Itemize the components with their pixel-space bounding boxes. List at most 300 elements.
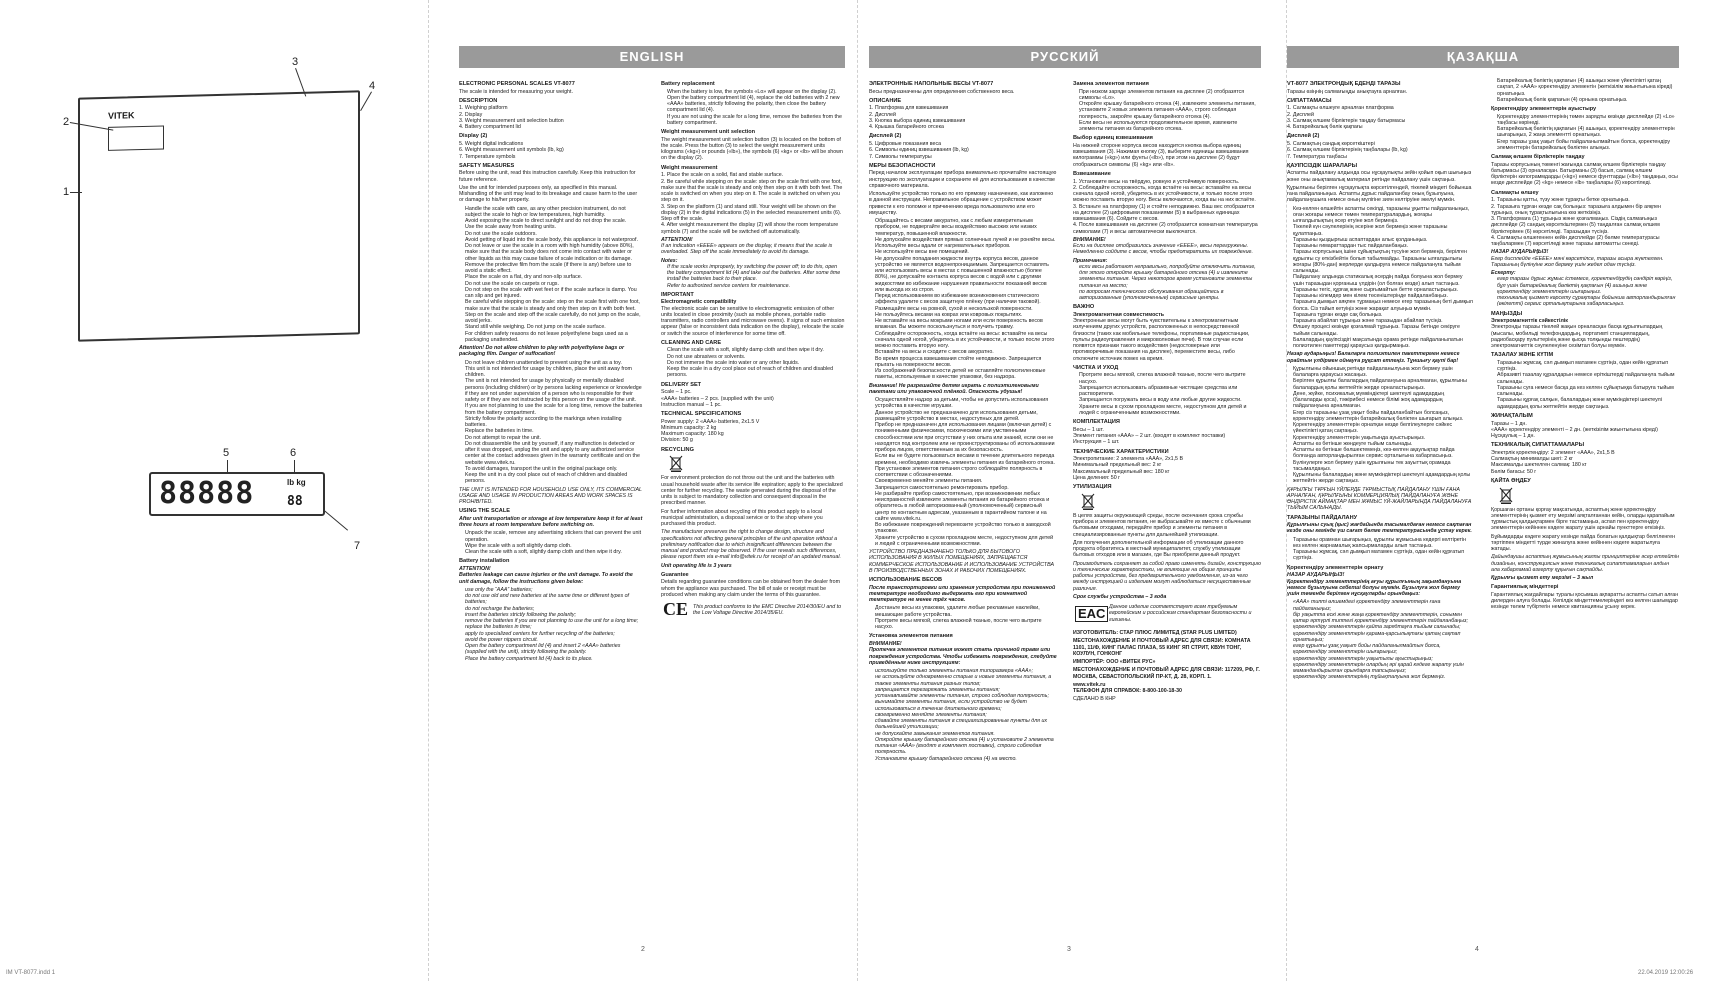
- eac-mark-icon: EAC: [1075, 606, 1108, 622]
- battery-list: [869, 668, 1057, 762]
- list-item: Minimum capacity: 2 kg: [661, 424, 717, 431]
- intro: Таразы өзіңнің салмағыңды анықтауға арналған.: [1287, 88, 1408, 95]
- list-item: 7. Температура таңбасы: [1287, 153, 1347, 160]
- list-item: • Откройте крышку батарейного отсека (4), извлеките элементы питания, установите 2 новых элемента питания «AAA», строго соблюдая полярность, закройте крышку батарейного отсека (4).: [1079, 101, 1261, 120]
- list-item: • Тікелей күн сәулелерінің әсеріне жол бермеңіз және таразыны құлатпаңыз.: [1293, 224, 1473, 237]
- list-item: • не допускайте замыкания элементов питания.: [875, 731, 1057, 737]
- lcd-digits: 88888: [159, 476, 255, 511]
- paragraph: Before using the unit, read this instruction carefully. Keep this instruction for future reference.: [459, 170, 636, 183]
- list-item: • replace the batteries in time;: [465, 624, 643, 630]
- list-item: • Данное устройство не предназначено для использования детьми, размещайте устройство в местах, недоступных для детей.: [875, 410, 1057, 423]
- list-item: • қоректендіру элементтерін қайта зарядтауға тыйым салынады;: [1293, 624, 1473, 630]
- list-item: • Откройте крышку батарейного отсека (4) и установите 2 элемента питания «AAA» (входят в комплект поставки), строго соблюдая полярность.: [875, 737, 1057, 756]
- battery-list: [459, 587, 643, 662]
- list-item: • Размещайте весы на ровной, сухой и нескользкой поверхности.: [875, 306, 1057, 312]
- paragraph: If an indication «EEEE» appears on the display, it means that the scale is overloaded. Step off the scale immediately to avoid its damage.: [661, 243, 833, 256]
- list-item: • To avoid damages, transport the unit in the original package only.: [465, 466, 643, 472]
- list-item: • Таразыны орамнан шығарыңыз, құрылғы жұмысына кедергі келтіретін кез келген жарнамалық жапсырмаларды алып тастаңыз.: [1293, 537, 1473, 550]
- paragraph: Если на дисплее отобразилось значение «EEEE», весы перегружены. Немедленно сойдите с весов, чтобы предотвратить их повреждение.: [1073, 243, 1253, 256]
- section-heading: Қоректендіру элементтерін ауыстыру: [1491, 106, 1597, 112]
- list-item: • сдавайте элементы питания в специализированные пункты для их дальнейшей утилизации;: [875, 718, 1057, 731]
- safety-list-2: [869, 397, 1057, 547]
- list-item: • Strictly follow the polarity according to the markings when installing batteries.: [465, 416, 643, 429]
- list-item: • Если весы не используются продолжительное время, извлеките элементы питания из батарейного отсека.: [1079, 120, 1261, 133]
- subheading: Электромагниттік сәйкестілік: [1491, 318, 1568, 325]
- list-item: • Таразыны жұмсақ, сәл дымқыл матамен сүртіңіз, одан кейін құрғатып сүртіңіз.: [1293, 549, 1473, 562]
- list-item: 7. Temperature symbols: [459, 153, 516, 160]
- section-heading: МАҢЫЗДЫ: [1491, 310, 1523, 317]
- list-item: • Таразыны ғимараттардан тыс пайдаланбаңыз.: [1293, 243, 1473, 249]
- paragraph: For further information about recycling of this product apply to a local municipal administration, a disposal service or to the shop where you purchased this product.: [661, 508, 823, 527]
- list-item: Maximum capacity: 180 kg: [661, 431, 724, 438]
- section-heading: Взвешивание: [1073, 170, 1111, 177]
- safety-list: [869, 218, 1057, 381]
- list-item: • Прибор не предназначен для использования лицами (включая детей) с пониженными физическими, психическими или умственными способностями или при отсутствии у них опыта или знаний, если они не находятся под контролем или не проинструктированы об использовании прибора лицом, ответственным за их безопасность.: [875, 422, 1057, 453]
- list-item: • Егер таразы ұзақ уақыт бойы пайдаланылмайтын болса, қоректендіру элементтерін батарейкалық бөліктен алыңыз.: [1497, 139, 1679, 152]
- list-item: • Be careful while stepping on the scale: step on the scale first with one foot, make sure that the scale is steady and only then step on it with both feet.: [465, 299, 643, 312]
- paragraph: Перед началом эксплуатации прибора внимательно прочитайте настоящую инструкцию по эксплуатации и сохраните её для использования в качестве справочного материала.: [869, 170, 1057, 189]
- list-item: • If you are not using the scale for a long time, remove the batteries from the battery compartment.: [667, 114, 845, 127]
- replacement-list: [1073, 89, 1261, 133]
- list-item: 3. Встаньте на платформу (1) и стойте неподвижно. Ваш вес отобразится на дисплее (2) цифровыми показаниями (5) в выбранных единицах взвешивания (6). Сойдите с весов.: [1073, 203, 1255, 223]
- callout-6: 6: [290, 447, 297, 459]
- paragraph: Электронды таразы тікелей жақын орналасқан басқа құрылғылардың (мысалы, мобильді телефондардың, портативті станциялардың, радиобасқару пульттерінің және қысқа толқынды пештердің) электромагниттік сәулеленуіне сезімтал болуы мүмкін.: [1491, 324, 1663, 350]
- paragraph: Құрылғыны суық (қыс) жағдайында тасымалдаған немесе сақтаған кезде оны кемінде үш сағат бөлме температурасында ұстау керек.: [1287, 522, 1472, 535]
- list-item: • Clean the scale with a soft, slightly damp cloth and then wipe it dry.: [465, 549, 643, 555]
- paragraph: Таразы корпусының төменгі жағында салмақ өлшем бірліктерін таңдау батырмасы (3) орналасқан. Батырманы (3) басып, салмақ өлшем бірліктерін килограммдарды («kg») немесе фунттарды («lb») таңдаңыз, осы кезде дисплейде (2) «kg» немесе «lb» таңбалары (6) көрсетіледі.: [1491, 161, 1678, 187]
- callout-2: 2: [63, 116, 70, 128]
- list-item: • Keep the scale in a dry cool place out of reach of children and disabled persons.: [667, 366, 845, 379]
- list-item: 6. Салмақ өлшем бірліктерінің таңбалары (lb, kg): [1287, 147, 1408, 154]
- section-heading: ТЕХНИЧЕСКИЕ ХАРАКТЕРИСТИКИ: [1073, 448, 1169, 455]
- list-item: • Кез-келген өлшейтін аспапты секілді, таразыны ұқыпты пайдаланыңыз, оған жоғары немесе төмен температуралардың, жоғары ылғалдылықтың әсер етуіне жол бермеңіз.: [1293, 206, 1473, 225]
- brand-logo: VITEK: [108, 110, 135, 121]
- section-heading: Установка элементов питания: [869, 633, 953, 640]
- list-item: • Аспапты өз бетінше жөндеуге тыйым салынады.: [1293, 441, 1473, 447]
- list-item: • Таразыға тұрған кезде сақ болыңыз.: [1293, 312, 1473, 318]
- made-in: СДЕЛАНО В КНР: [1073, 696, 1116, 703]
- attention-label: НАЗАР АУДАРЫҢЫЗ!: [1287, 572, 1345, 579]
- list-item: • Use the scale away from heating units.: [465, 224, 643, 230]
- eac-text: Данное изделие соответствует всем требуемым европейским и российским стандартам безопасности и гигиены.: [1109, 604, 1252, 623]
- section-heading: ЧИСТКА И УХОД: [1073, 364, 1119, 371]
- title: VT-8077 ЭЛЕКТРОНДЫҚ ЕДЕНДІ ТАРАЗЫ: [1287, 81, 1401, 87]
- list-item: • Установите крышку батарейного отсека (4) на место.: [875, 756, 1057, 762]
- list-item: Минимальный предельный вес: 2 кг: [1073, 462, 1162, 469]
- kazakh-column-2: [1491, 78, 1679, 958]
- safety-list-2: [459, 360, 643, 485]
- callout-line: [360, 92, 372, 112]
- list-item: • Place the battery compartment lid (4) back to its place.: [465, 656, 643, 662]
- notes-label: Ескерту:: [1491, 270, 1516, 277]
- intro: The scale is intended for measuring your weight.: [459, 88, 573, 95]
- list-item: • техникалық қызмет көрсету сұрақтары бойынша авторландырылған (өкілетті) сервис орталықтарына хабарласыңыз.: [1497, 295, 1679, 308]
- list-item: • Во избежание повреждений перевозите устройство только в заводской упаковке.: [875, 522, 1057, 535]
- print-slug-right: 22.04.2019 12:00:26: [1638, 970, 1694, 976]
- list-item: • If the scale works improperly, try switching the power off; to do this, open the battery compartment lid (4) and take out the batteries. After some time install the batteries back to their place.: [667, 264, 845, 283]
- recycle-bin-icon: [1499, 487, 1513, 504]
- section-heading: УТИЛИЗАЦИЯ: [1073, 484, 1112, 491]
- paragraph: After unit transportation or storage at low temperature keep it for at least three hours at room temperature before switching on.: [459, 515, 643, 529]
- household-note: УСТРОЙСТВО ПРЕДНАЗНАЧЕНО ТОЛЬКО ДЛЯ БЫТОВОГО ИСПОЛЬЗОВАНИЯ В ЖИЛЫХ ПОМЕЩЕНИЯХ, ЗАПРЕЩАЕТСЯ КОММЕРЧЕСКОЕ ИСПОЛЬЗОВАНИЕ И ИСПОЛЬЗОВАНИЕ УСТРОЙСТВА В ПРОИЗВОДСТВЕННЫХ ЗОНАХ И РАБОЧИХ ПОМЕЩЕНИЯХ.: [869, 549, 1055, 574]
- section-heading: Қоректендіру элементтерін орнату: [1287, 564, 1384, 571]
- list-item: • Не разбирайте прибор самостоятельно, при возникновении любых неисправностей извлеките элементы питания из батарейного отсека и обратитесь в любой авторизованный (уполномоченный) сервисный центр по контактным адресам, указанным в гарантийном талоне и на сайте www.vitek.ru.: [875, 491, 1057, 522]
- list-item: 1. Place the scale on a solid, flat and stable surface.: [661, 172, 784, 179]
- list-item: • При низком заряде элементов питания на дисплее (2) отобразятся символы «Lo».: [1079, 89, 1261, 102]
- callout-1: 1: [63, 186, 70, 198]
- title: ЭЛЕКТРОННЫЕ НАПОЛЬНЫЕ ВЕСЫ VT-8077: [869, 81, 994, 87]
- list-item: • insert the batteries strictly following the polarity;: [465, 612, 643, 618]
- paragraph: Для получения дополнительной информации об утилизации данного продукта обратитесь в местный муниципалитет, службу утилизации бытовых отходов или в магазин, где Вы приобрели данный продукт.: [1073, 539, 1244, 559]
- list-item: Максимальный предельный вес: 180 кг: [1073, 468, 1170, 475]
- list-item: 1. Weighing platform: [459, 105, 508, 112]
- list-item: • use only the “AAA” batteries;: [465, 587, 643, 593]
- list-item: • Place the scale on a flat, dry and non-slip surface.: [465, 274, 643, 280]
- kazakh-column-1: [1287, 78, 1473, 958]
- list-item: 2. Be careful while stepping on the scale: step on the scale first with one foot, make sure that the scale is steady and only then step on it with both feet. The scale is switched on when you step on it. The scale is switched on when you step on it.: [661, 178, 843, 204]
- notes-label: Примечания:: [1073, 257, 1108, 264]
- paragraph: Details regarding guarantee conditions can be obtained from the dealer from whom the appliance was purchased. The bill of sale or receipt must be produced when making any claim under the terms of this guarantee.: [661, 579, 841, 598]
- list-item: 3. Салмақ өлшем бірліктерін таңдау батырмасы: [1287, 117, 1406, 124]
- paragraph: Егер дисплейде «EEEE» мәні көрсетілсе, таразы асыра жүктелген. Таразының бүлінуіне жол бермеу үшін жедел одан түсіңіз.: [1491, 255, 1664, 268]
- section-heading: КОМПЛЕКТАЦИЯ: [1073, 419, 1120, 426]
- callout-5: 5: [223, 447, 230, 459]
- list-item: Весы – 1 шт.: [1073, 426, 1104, 433]
- list-item: • Қоректендіру элементтерін уақытында ауыстырыңыз.: [1293, 435, 1473, 441]
- russian-column-1: [869, 78, 1057, 958]
- page-number: 3: [1067, 946, 1071, 953]
- list-item: • не используйте одновременно старые и новые элементы питания, а также элементы питания разных типов;: [875, 674, 1057, 687]
- list-item: Цена деления: 50 г: [1073, 474, 1121, 481]
- list-item: • For children safety reasons do not leave polyethylene bags used as a packaging unattended.: [465, 331, 643, 344]
- list-item: • Refer to authorized service centers for maintenance.: [667, 283, 845, 289]
- list-item: • Do not use abrasives or solvents.: [667, 354, 845, 360]
- list-item: • Құрылғыны балалардың және мүмкіндіктері шектеулі адамдардың қолы жетпейтін жерде сақтаңыз.: [1293, 472, 1473, 485]
- attention-label: ВНИМАНИЕ!: [869, 641, 902, 648]
- list-item: • Open the battery compartment lid (4) and insert 2 «AAA» batteries (supplied with the unit), strictly following the polarity.: [465, 643, 643, 656]
- list-item: • Do not use the scale on carpets or rugs.: [465, 281, 643, 287]
- list-item: • Step on the scale and step off the scale carefully, do not jump on the scale, avoid jerks.: [465, 312, 643, 325]
- paragraph: В целях защиты окружающей среды, после окончания срока службы прибора и элементов питания, не выбрасывайте их вместе с обычными бытовыми отходами, передайте прибор и элементы питания в специализированные пункты для дальнейшей утилизации.: [1073, 512, 1251, 538]
- list-item: Бөлім бағасы: 50 г: [1491, 468, 1537, 475]
- section-heading: Дисплей (2): [869, 133, 902, 140]
- list-item: • Wipe the scale with a soft slightly damp cloth.: [465, 543, 643, 549]
- list-item: • Таразыны тегіс, құрғақ және сырғымайтын бетте орналастырыңыз.: [1293, 287, 1473, 293]
- website-link[interactable]: www.vitek.ru: [1073, 681, 1106, 688]
- title: ELECTRONIC PERSONAL SCALES VT-8077: [459, 81, 575, 87]
- paragraph: Используйте устройство только по его прямому назначению, как изложено в данной инструкции. Неправильное обращение с устройством может привести к его поломке и причинению вреда пользователю или его имуществу.: [869, 191, 1054, 216]
- paragraph: Протечка элементов питания может стать причиной травм или повреждения устройства. Чтобы избежать повреждения, следуйте приведённым ниже инструкциям:: [869, 647, 1057, 666]
- print-slug-left: IM VT-8077.indd 1: [6, 970, 56, 976]
- list-item: • Запрещается самостоятельно ремонтировать прибор.: [875, 485, 1057, 491]
- list-item: • Пайдалану алдында статикалық әсердің пайда болуына жол бермеу үшін таразыдан қорғаныш үлдірін (ол болған кезде) алып тастаңыз.: [1293, 274, 1473, 287]
- eac-block: [1073, 604, 1261, 626]
- paragraph: Электронные весы могут быть чувствительны к электромагнитным излучениям других устройств, расположенных в непосредственной близости (таких как мобильные телефоны, портативные радиостанции, пульты радиоуправления и микроволновые печи). В том случае если появятся признаки такого воздействия (недостоверные или противоречивые показания на дисплее), переместите весы, либо отключите источник помех на время.: [1073, 318, 1250, 362]
- list-item: «AAA» қоректендіру элементі – 2 дн. (жеткізілім жиынтығына кіреді): [1491, 426, 1658, 433]
- lcd-temperature: 88: [287, 494, 303, 509]
- list-item: • При установке элементов питания строго соблюдайте полярность в соответствии с обозначениями.: [875, 466, 1057, 479]
- scale-display-window: [108, 125, 164, 150]
- english-column-1: [459, 78, 643, 958]
- list-item: • Вставайте на весы и сходите с весов аккуратно.: [875, 349, 1057, 355]
- list-item: • Перед использованием во избежание возникновения статического эффекта удалите с весов защитную плёнку (при наличии таковой).: [875, 293, 1057, 306]
- paragraph: The manufacturer preserves the right to change design, structure and specifications not affecting general principles of the unit operation without a preliminary notification due to which insignificant differences between the manual and product may be observed. If the user reveals such differences, please report them via e-mail info@vitek.ru for receipt of an updated manual.: [661, 529, 841, 561]
- attention-note: Attention! Do not allow children to play with polyethylene bags or packaging film. Danger of suffocation!: [459, 345, 625, 358]
- list-item: • своевременно меняйте элементы питания;: [875, 712, 1057, 718]
- section-heading: Display (2): [459, 133, 488, 140]
- section-heading: ТАРАЗЫНЫ ПАЙДАЛАНУ: [1287, 514, 1358, 521]
- cleaning-list: [1073, 372, 1261, 416]
- list-item: • If you are not planning to use the scale for a long time, remove the batteries from the battery compartment.: [465, 403, 643, 416]
- list-item: • Құрылғыны ойыншық ретінде пайдаланылуына жол бермеу үшін балаларға қараусыз жасаңыз.: [1293, 366, 1473, 379]
- ce-mark-icon: CE: [663, 599, 689, 620]
- list-item: • Обращайтесь с весами аккуратно, как с любым измерительным прибором, не подвергайте весы воздействию высоких или низких температур, повышенной влажности.: [875, 218, 1057, 237]
- list-item: • Из соображений безопасности детей не оставляйте полиэтиленовые пакеты, используемые в качестве упаковки, без надзора.: [875, 368, 1057, 381]
- list-item: • Аспапты өз бетінше бөлшектемеңіз, кез-келген ақаулықтар пайда болғанда авторландырылған сервис орталығына хабарласыңыз.: [1293, 447, 1473, 460]
- paragraph: Қоректендіру элементтерінің ағуы құрылғының зақымдануына немесе бұзылуына себепші болуы мүмкін. Бұзылуға жол бермеу үшін төменде берілген нұсқауларды орындаңыз:: [1287, 578, 1462, 598]
- list-item: 3. Платформаға (1) тұрыңыз және қозғалмаңыз. Сіздің салмағыңыз дисплейде (2) сандық көрсеткіштермен (5) таңдалған салмақ өлшем бірліктерімен (6) көрсетіледі. Таразыдан түсіңіз.: [1491, 216, 1660, 235]
- list-item: • Do not immerse the scale into water or any other liquids.: [667, 360, 845, 366]
- household-note: ҚҰРЫЛҒЫ ТҰРҒЫН ҮЙЛЕРДЕ ТҰРМЫСТЫҚ ПАЙДАЛАНУ ҮШІН ҒАНА АРНАЛҒАН, ҚҰРЫЛҒЫНЫ КОММЕРЦИЯЛЫҚ ПАЙДАЛАНУҒА ЖӘНЕ ӨНДІРІСТІК АЙМАҚТАР МЕН ЖҰМЫС ҮЙ-ЖАЙЛАРЫНДА ПАЙДАЛАНУҒА ТЫЙЫМ САЛЫНАДЫ.: [1287, 486, 1472, 512]
- list-item: • Таразыны суға немесе басқа да кез келген сұйықтыққа батыруға тыйым салынады.: [1497, 385, 1679, 398]
- list-item: «AAA» batteries – 2 pcs. (supplied with the unit): [661, 395, 774, 402]
- section-heading: ТЕХНИКАЛЫҚ СИПАТТАМАЛАРЫ: [1491, 442, 1585, 449]
- cleaning-list: [1491, 360, 1679, 410]
- list-item: • Do not attempt to repair the unit.: [465, 435, 643, 441]
- section-heading: ЖИНАҚТАЛЫМ: [1491, 412, 1533, 419]
- list-item: • Таразы корпусының ішіне сұйықтықтың түсуіне жол бермеңіз, берілген құрылғы су өткізбейтін болып табылмайды. Таразыны ылғалдылығы жоғары (80%-дан) жерлерде қалдыруға немесе пайдалануға тыйым салынады.: [1293, 249, 1473, 274]
- list-item: • avoid the power nippers circuit.: [465, 637, 643, 643]
- list-item: Division: 50 g: [661, 437, 693, 444]
- using-list: [1287, 537, 1473, 562]
- paragraph: For environment protection do not throw out the unit and the batteries with usual household waste after its service life expiration; apply to the specialized center for further recycling. The waste generated during the disposal of the units is subject to mandatory collection and consequent disposal in the prescribed manner.: [661, 475, 843, 507]
- section-heading: ТАЗАЛАУ ЖӘНЕ КҮТІМ: [1491, 352, 1554, 359]
- section-heading: ҚАЙТА ӨҢДЕУ: [1491, 477, 1531, 484]
- phone: ТЕЛЕФОН ДЛЯ СПРАВОК: 8-800-100-18-30: [1073, 688, 1182, 694]
- list-item: • Осуществляйте надзор за детьми, чтобы не допустить использования устройства в качестве игрушки.: [875, 397, 1057, 410]
- list-item: • егер құрылғы ұзақ уақыт бойы пайдаланылмайтын болса, қоректендіру элементтерін шығарыңыз;: [1293, 643, 1473, 656]
- list-item: 3. Weight measurement unit selection button: [459, 117, 564, 124]
- section-heading: Weight measurement: [661, 164, 718, 171]
- operating-life: Unit operating life is 3 years: [661, 562, 732, 569]
- list-item: • Своевременно меняйте элементы питания.: [875, 478, 1057, 484]
- lcd-unit-symbols: lb kg: [287, 478, 306, 487]
- list-item: • Батарейкалық бөліктің қақпағын (4) ашыңыз, қоректендіру элементтерін шығарыңыз, 2 жаңа элементті орнатыңыз.: [1497, 126, 1679, 139]
- list-item: 1. Платформа для взвешивания: [869, 105, 949, 112]
- notes-label: Notes:: [661, 257, 678, 264]
- list-item: • Avoid exposing the scale to direct sunlight and do not drop the scale.: [465, 218, 643, 224]
- importer: ИМПОРТЁР: ООО «ВИТЕК РУС»: [1073, 659, 1156, 665]
- english-column-2: [661, 78, 845, 958]
- ce-text: This product conforms to the EMC Directive 2014/30/EU and to the Low Voltage Directive 2014/35/EU.: [693, 604, 842, 617]
- list-item: • Балалардың қауіпсіздігі мақсатында орама ретінде пайдаланылатын полиэтилен пакеттерді қараусыз қалдырмаңыз.: [1293, 337, 1473, 350]
- list-item: • по вопросам технического обслуживания обращайтесь в авторизованные (уполномоченные) сервисные центры.: [1079, 289, 1261, 302]
- list-item: • устанавливайте элементы питания, строго соблюдая полярность;: [875, 693, 1057, 699]
- section-heading: Battery installation: [459, 558, 510, 565]
- list-item: • Unpack the scale, remove any advertising stickers that can prevent the unit operation.: [465, 530, 643, 543]
- section-heading: Battery replacement: [661, 81, 715, 87]
- attention-label: ATTENTION!: [661, 236, 693, 243]
- recycle-bin-icon: [669, 455, 683, 472]
- list-item: • запрещается перезаряжать элементы питания;: [875, 687, 1057, 693]
- list-item: • Avoid getting of liquid into the scale body, this appliance is not waterproof. Do not leave or use the scale in a room with high humidity (above 80%), make sure that the scale body does not come into contact with water or other liquids as this may cause failure of scale indication or its damage.: [465, 237, 643, 262]
- replacement-list: [1491, 114, 1679, 152]
- list-item: Салмақтың минималды шегі: 2 кг: [1491, 456, 1573, 463]
- callout-4: 4: [369, 80, 376, 92]
- section-heading: IMPORTANT: [661, 291, 694, 298]
- section-heading: ИСПОЛЬЗОВАНИЕ ВЕСОВ: [869, 577, 943, 584]
- list-item: • Таразыға дымқыл аяқпен тұрмаңыз немесе егер таразының беті дымқыл болса. Сіз тайып кетуіңіз және жарақат алуыңыз мүмкін.: [1293, 299, 1473, 312]
- section-heading: ҚАУІПСІЗДІК ШАРАЛАРЫ: [1287, 162, 1358, 169]
- attention-label: ВНИМАНИЕ!: [1073, 236, 1106, 243]
- paragraph: The weight measurement unit selection button (3) is located on the bottom of the scale. Press the button (3) to select the weight measurement units kilograms («kg») or pounds («lb»), the symbols (6) «kg» or «lb» will be shown on the display (2).: [661, 136, 843, 162]
- list-item: • apply to specialized centers for further recycling of the batteries;: [465, 631, 643, 637]
- list-item: • если весы работают неправильно, попробуйте отключить питание, для этого откройте крышку батарейного отсека (4) и извлеките элементы питания. Через некоторое время установите элементы питания на место;: [1079, 264, 1261, 289]
- list-item: 3. Кнопка выбора единиц взвешивания: [869, 117, 966, 124]
- list-item: • The unit is not intended for usage by physically or mentally disabled persons (including children) or by persons lacking experience or knowledge if they are not under supervision of a person who is responsible for their safety or if they are not instructed by this person on the usage of the unit.: [465, 378, 643, 403]
- list-item: 3. Step on the platform (1) and stand still. Your weight will be shown on the display (2) in the digital indications (5) in the selected measurement units (6). Step off the scale.: [661, 203, 842, 223]
- list-item: 4. After weight measurement the display (2) will show the room temperature symbols (7) and the scale will be switched off automatically.: [661, 222, 839, 235]
- list-item: • do not use old and new batteries at the same time or different types of batteries;: [465, 593, 643, 606]
- callout-3: 3: [292, 56, 299, 68]
- list-item: 5. Салмақтың сандық көрсеткіштері: [1287, 141, 1375, 148]
- using-list: [869, 605, 1057, 630]
- list-item: Элемент питания «AAA» – 2 шт. (входят в комплект поставки): [1073, 433, 1226, 440]
- list-item: • қоректендіру элементтерін қарама-қарсылықтағы қатаң сақтап орнатыңыз;: [1293, 631, 1473, 644]
- list-item: 1. Установите весы на твёрдую, ровную и устойчивую поверхность.: [1073, 178, 1240, 185]
- list-item: • Do not leave children unattended to prevent using the unit as a toy.: [465, 360, 643, 366]
- list-item: • Берілген құрылғы балалардың пайдалануына арналмаған, құрылғыны балалардың қолы жетпейтін жерде орналастырыңыз.: [1293, 378, 1473, 391]
- lcd-display-drawing: [149, 472, 325, 516]
- section-heading: CLEANING AND CARE: [661, 339, 722, 346]
- list-item: • егер таразы дұрыс жұмыс істемесе, қоректендірудің сөндіріп көріңіз, бұл үшін батарейкалық бөліктің қақпағын (4) ашыңыз және қоректендіру элементтерін шығарыңыз.: [1497, 276, 1679, 295]
- list-item: 6. Weight measurement unit symbols (lb, kg): [459, 147, 564, 154]
- list-item: • Используйте весы вдали от нагревательных приборов.: [875, 243, 1057, 249]
- list-item: • Remove the protective film from the scale (if there is any) before use to avoid a static effect.: [465, 262, 643, 275]
- list-item: • қоректендіру элементтерін олардың әрі қарай кәдеге жарату үшін мамандандырылған орындарға тапсырыңыз;: [1293, 662, 1473, 675]
- battery-list-continued: [1491, 78, 1679, 103]
- paragraph: Дайындаушы аспаптың жұмысының жалпы принциптеріне әсер етпейтін дизайнын, конструкциясын және техникалық сипаттамаларын алдын ала хабарламай өзгерту құқығын сақтайды.: [1491, 554, 1679, 573]
- list-item: • Не пользуйтесь весами на коврах или ковровых покрытиях.: [875, 312, 1057, 318]
- list-item: • используйте только элементы питания типоразмера «AAA»;: [875, 668, 1057, 674]
- list-item: • Не допускайте воздействия прямых солнечных лучей и не роняйте весы.: [875, 237, 1057, 243]
- list-item: • Таразыны құрғақ салқын, балалардың және мүмкіндіктері шектеулі адамдардың қолы жетпейтін жерде сақтаңыз.: [1497, 397, 1679, 410]
- list-item: 4. Салмақты өлшегеннен кейін дисплейде (2) бөлме температурасы таңбалармен (7) көрсетіледі және таразы автоматты сөнеді.: [1491, 234, 1660, 248]
- list-item: • Во время процесса взвешивания стойте неподвижно. Запрещается прыгать на поверхности весов.: [875, 356, 1057, 369]
- cleaning-list: [661, 347, 845, 378]
- section-heading: DELIVERY SET: [661, 381, 702, 388]
- attention-label: НАЗАР АУДАРЫҢЫЗ!: [1491, 249, 1549, 256]
- list-item: • Replace the batteries in time.: [465, 428, 643, 434]
- section-heading: RECYCLING: [661, 446, 694, 453]
- list-item: • Бүлінулерге жол бермеу үшін құрылғыны тек зауыттық орамада тасымалдаңыз.: [1293, 460, 1473, 473]
- list-item: Instruction manual – 1 pc.: [661, 401, 722, 408]
- list-item: 2. Дисплей: [869, 111, 896, 118]
- list-item: • Таразыны кілемдер мен кілем төсеніштерінде пайдаланбаңыз.: [1293, 293, 1473, 299]
- list-item: • Батарейкалық бөлік қақпағын (4) орнына орнатыңыз.: [1497, 97, 1679, 103]
- paragraph: Batteries leakage can cause injuries or the unit damage. To avoid the unit damage, follow the instructions given below:: [459, 572, 633, 585]
- section-heading: Замена элементов питания: [1073, 81, 1149, 87]
- page-number: 2: [641, 946, 645, 953]
- kazakh-header: ҚАЗАҚША: [1287, 46, 1679, 68]
- paragraph: Гарантиялық жағдайлары туралы қосымша ақпаратты аспапты сатып алған дилерден алуға болады. Кепілдік міндеттемелеріндегі кез келген шағымдар кезінде төлем түбіртегін немесе квитанцияны ұсыну керек.: [1491, 591, 1679, 611]
- list-item: • қоректендіру элементтерін уақытылы ауыстырыңыз;: [1293, 656, 1473, 662]
- list-item: • Запрещается использовать абразивные чистящие средства или растворители.: [1079, 385, 1261, 398]
- list-item: • Clean the scale with a soft, slightly damp cloth and then wipe it dry.: [667, 347, 845, 353]
- paragraph: The electronic scale can be sensitive to electromagnetic emission of other units located in close proximity (such as mobile phones, portable radio transmitters, radio controllers and microwave ovens). If signs of such emission appear (false or inconsistent data indication on the display), relocate the scale or switch the source of interference for some time off.: [661, 305, 845, 337]
- household-note: THE UNIT IS INTENDED FOR HOUSEHOLD USE ONLY, ITS COMMERCIAL USAGE AND USAGE IN PRODUCTION AREAS AND WORK SPACES IS PROHIBITED.: [459, 486, 642, 506]
- russian-header: РУССКИЙ: [869, 46, 1261, 68]
- list-item: • Не вставайте на весы мокрыми ногами или если поверхность весов влажная. Вы можете поскользнуться и получить травму.: [875, 318, 1057, 331]
- list-item: 2. Соблюдайте осторожность, когда встаёте на весы: вставайте на весы сначала одной ногой, убедитесь в их устойчивости, и только после этого можно поставить вторую ногу. Весы включаются, когда вы на них встаёте.: [1073, 184, 1256, 204]
- list-item: • Open the battery compartment lid (4), replace the old batteries with 2 new «AAA» batteries, strictly following the polarity, then close the battery compartment lid (4).: [667, 95, 845, 114]
- section-heading: Guarantee: [661, 571, 689, 578]
- list-item: • Батарейкалық бөліктің қақпағын (4) ашыңыз және үйектілікті қатаң сақтап, 2 «AAA» қоректендіру элементін (жеткізілім жиынтығына кіреді) орнатыңыз.: [1497, 78, 1679, 97]
- section-heading: Выбор единиц взвешивания: [1073, 135, 1153, 142]
- list-item: • Stand still while weighing. Do not jump on the scale surface.: [465, 324, 643, 330]
- paragraph: Бұйымдарды кәдеге жарату кезінде пайда болатын қалдықтар белгіленген тәртіппен міндетті түрде жиналуға және кейіннен кәдеге жаратылуға жатады.: [1491, 533, 1675, 552]
- ce-block: [661, 599, 845, 630]
- list-item: 4. Батарейкалық бөлік қақпағы: [1287, 124, 1363, 131]
- list-item: • Таразыны жұмсақ, сәл дымқыл матамен сүртіңіз, одан кейін құрғатып сүртіңіз.: [1497, 360, 1679, 373]
- list-item: • вынимайте элементы питания, если устройство не будет использоваться в течение длительного времени;: [875, 699, 1057, 712]
- list-item: 4. Крышка батарейного отсека: [869, 124, 945, 131]
- list-item: • When the battery is low, the symbols «Lo» will appear on the display (2).: [667, 89, 845, 95]
- safety-list: [1287, 206, 1473, 350]
- list-item: • Если вы не будете пользоваться весами в течение длительного периода времени, необходимо извлечь элементы питания из батарейного отсека.: [875, 453, 1057, 466]
- section-heading: МЕРЫ БЕЗОПАСНОСТИ: [869, 162, 936, 169]
- list-item: • Handle the scale with care, as any other precision instrument, do not subject the scale to high or low temperatures, high humidity.: [465, 206, 643, 219]
- list-item: 4. Battery compartment lid: [459, 124, 521, 131]
- paragraph: Use the unit for intended purposes only, as specified in this manual. Mishandling of the unit may lead to its breakage and cause harm to the user or damage to his/her property.: [459, 184, 638, 204]
- list-item: • do not recharge the batteries;: [465, 606, 643, 612]
- list-item: • Абразивті тазалау құралдарын немесе еріткіштерді пайдалануға тыйым салынады.: [1497, 372, 1679, 385]
- list-item: • remove the batteries if you are not planning to use the unit for a long time;: [465, 618, 643, 624]
- list-item: Power supply: 2 «AAA» batteries, 2x1.5 V: [661, 418, 760, 425]
- list-item: 1. Таразыны қатты, түзу және тұрақты бетке орнатыңыз.: [1491, 197, 1630, 204]
- list-item: • Не используйте весы вне помещений.: [875, 249, 1057, 255]
- list-item: 2. Display: [459, 111, 483, 118]
- callout-7: 7: [354, 540, 361, 552]
- list-item: 2. Дисплей: [1287, 111, 1314, 118]
- operating-life: Құрылғы қызмет ету мерзімі – 3 жыл: [1491, 575, 1594, 581]
- list-item: Электрлік қоректендіру: 2 элемент «AAA», 2x1,5 В: [1491, 449, 1615, 456]
- importer-address: МЕСТОНАХОЖДЕНИЕ И ПОЧТОВЫЙ АДРЕС ДЛЯ СВЯЗИ: 117209, РФ, Г. МОСКВА, СЕВАСТОПОЛЬСКИЙ ПР-КТ, Д. 28, КОРП. 1.: [1073, 667, 1260, 680]
- battery-list: [1287, 599, 1473, 680]
- list-item: • Егер сіз таразыны ұзақ уақыт бойы пайдаланбайтын болсаңыз, қоректендіру элементтерін батарейкалық бөліктен шығарып алыңыз.: [1293, 410, 1473, 423]
- attention-note: Назар аударыңыз! Балаларға полиэтилен пакеттермен немесе орайтын үлдірмен ойнауға рұқсат етпеңіз. Тұншығу қаупі бар!: [1287, 351, 1460, 364]
- list-item: Нұсқаулық – 1 дн.: [1491, 433, 1535, 440]
- list-item: • Протрите весы мягкой, слегка влажной тканью, после чего вытрите насухо.: [1079, 372, 1261, 385]
- attention-label: ATTENTION!: [459, 566, 491, 573]
- list-item: • Таразыны қыздырғыш аспаптардан алыс қолданыңыз.: [1293, 237, 1473, 243]
- paragraph: Құрылғыны берілген нұсқаулықта көрсетілгендей, тікелей міндеті бойынша ғана пайдаланыңыз. Аспапты дұрыс пайдаланбау оның бұзылуына, пайдаланушыға немесе оның мүлігіне зиян келтіруіне әкелуі мүмкін.: [1287, 184, 1472, 204]
- page-number: 4: [1475, 946, 1479, 953]
- list-item: • Do not use the scale outdoors.: [465, 231, 643, 237]
- section-heading: TECHNICAL SPECIFICATIONS: [661, 411, 742, 418]
- list-item: • Дене, жүйке, психикалық мүмкіндіктері шектеулі адамдардың (балаларды қоса), тәжірибесі немесе білімі жоқ адамдардың пайдалануына арналмаған.: [1293, 391, 1473, 410]
- list-item: Scale – 1 pc.: [661, 389, 692, 396]
- list-item: • «AAA» типті өлшемдегі қоректендіру элементтерін ғана пайдаланыңыз;: [1293, 599, 1473, 612]
- list-item: 7. Символы температуры: [869, 153, 932, 160]
- attention-note: Внимание! Не разрешайте детям играть с полиэтиленовыми пакетами или упаковочной плёнкой. Опасность удушья!: [869, 382, 1039, 395]
- subheading: Электромагнитная совместимость: [1073, 311, 1165, 318]
- notes-list: [1073, 264, 1261, 302]
- section-heading: Дисплей (2): [1287, 133, 1320, 140]
- section-heading: DESCRIPTION: [459, 97, 498, 104]
- section-heading: Weight measurement unit selection: [661, 129, 756, 136]
- list-item: • Таразыға абайлап тұрыңыз және таразыдан абайлап түсіңіз.: [1293, 318, 1473, 324]
